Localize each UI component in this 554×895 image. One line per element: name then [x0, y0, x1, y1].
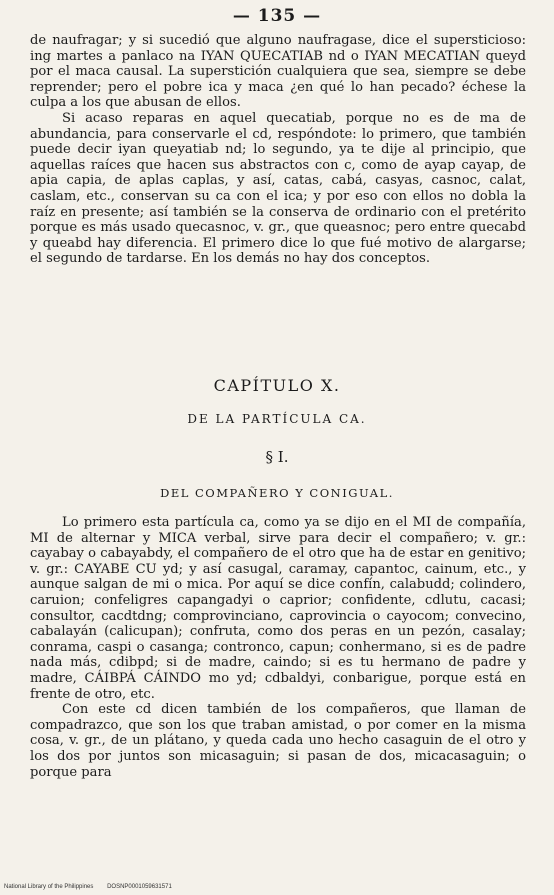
paragraph: Si acaso reparas en aquel quecatiab, porque no es de ma de abundancia, para conservarle el cd, respóndote: lo primero, que también puede decir iyan queyatiab nd; lo segundo, ya te dije al principio, que aquellas raíces que hacen sus abstractos con c, como de ayap cayap, de apia capia, de aplas caplas, y así, catas, cabá, casyas, casnoc, calat, caslam, etc., conservan su ca con el ica; y por eso con ellos no dobla la raíz en presente; así también se la conserva de ordinario con el pretérito porque es más usado quecasnoc, v. gr., que queasnoc; pero entre quecabd y queabd hay diferencia. El primero dice lo que fué motivo de alargarse; el segundo de tardarse. En los demás no hay dos conceptos. [30, 110, 526, 267]
footer-institution: National Library of the Philippines [4, 884, 94, 890]
paragraph: Con este cd dicen también de los compañeros, que llaman de compadrazco, que son los que traban amistad, o por comer en la misma cosa, v. gr., de un plátano, y queda cada uno hecho casaguin de el otro y los dos por juntos son micasaguin; si pasan de dos, micacasaguin; o porque para [30, 702, 526, 780]
page-number: — 135 — [232, 6, 322, 26]
paragraph: Lo primero esta partícula ca, como ya se dijo en el MI de compañía, MI de alternar y MICA verbal, sirve para decir el compañero; v. gr.: cayabay o cabayabdy, el compañero de el otro que ha de estar en genitivo; v. gr.: CAYABE CU yd; y así casugal, caramay, capantoc, cainum, etc., y aunque salgan de mi o mica. Por aquí se dice confín, calabudd; colindero, caruion; confeligres capangadyi o caprior; confidente, cdlutu, cacasi; consultor, cacdtdng; comprovinciano, caprovincia o cayocom; convecino, cabalayán (calicupan); confruta, como dos peras en un pezón, casalay; conrama, caspi o casanga; contronco, capun; conhermano, si es de padre nada más, cdibpd; si de madre, caindo; si es tu hermano de padre y madre, CÁIBPÁ CÁINDO mo yd; cdbaldyi, conbarigue, porque está en frente de otro, etc. [30, 515, 526, 702]
text-block-top [30, 33, 526, 267]
section-title: DEL COMPAÑERO Y CONIGUAL. [160, 486, 394, 500]
particle-title: DE LA PARTÍCULA CA. [187, 412, 367, 426]
paragraph: de naufragar; y si sucedió que alguno naufragase, dice el supersticioso: ing martes a panlaco na IYAN QUECATIAB nd o IYAN MECATIAN queyd por el maca causal. La superstición cualquiera que sea, siempre se debe reprender; pero el pobre ica y maca ¿en qué lo han pecado? échese la culpa a los que abusan de ellos. [30, 33, 526, 111]
scan-footer [4, 884, 550, 890]
chapter-title: CAPÍTULO X. [213, 376, 341, 395]
text-block-bottom [30, 515, 526, 780]
footer-id: DOSNP0001059631571 [107, 884, 172, 890]
section-mark: § I. [265, 448, 289, 466]
